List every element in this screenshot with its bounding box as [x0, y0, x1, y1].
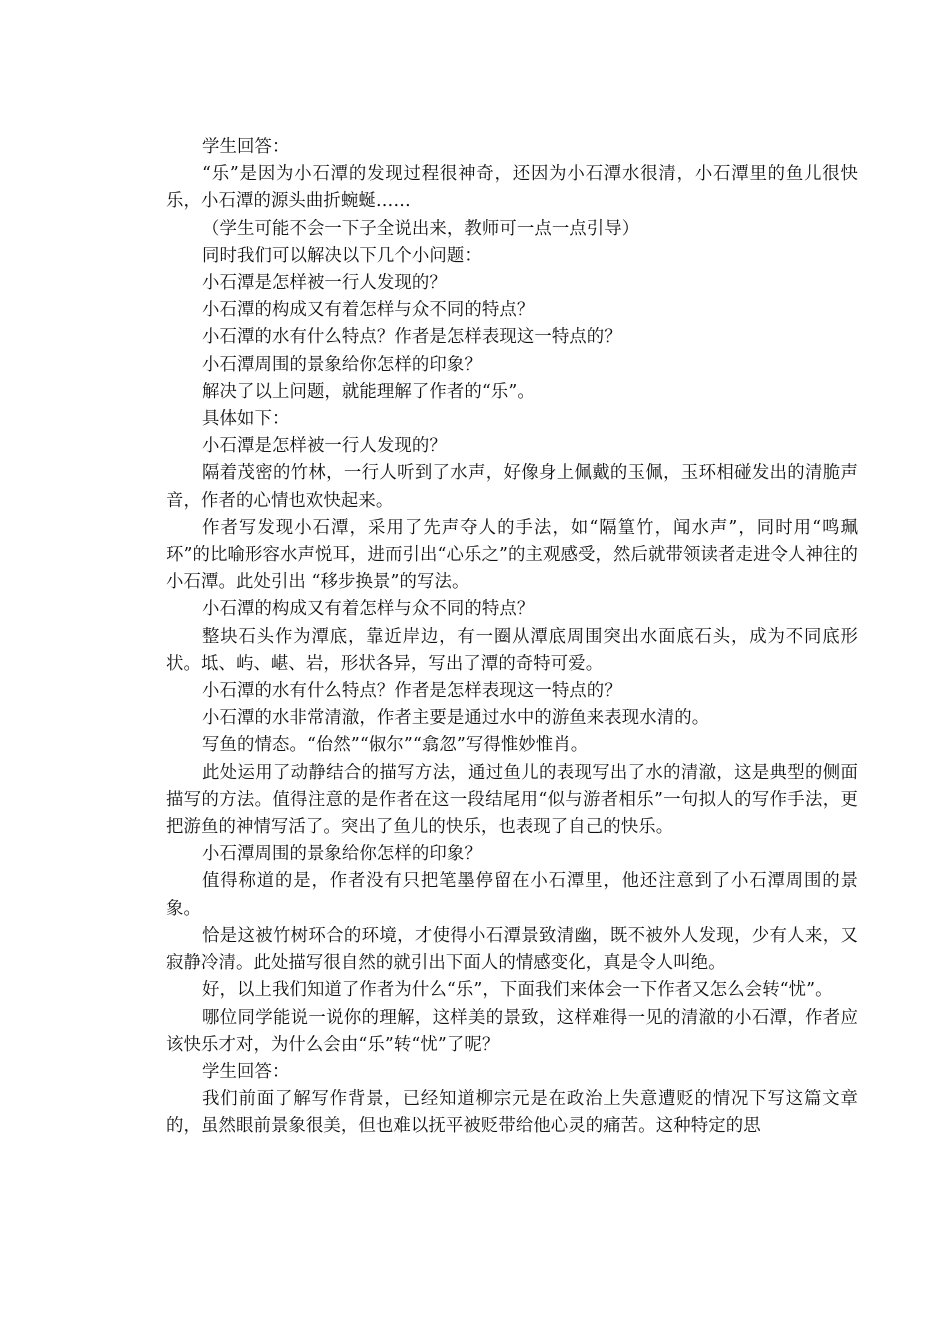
paragraph: 小石潭的水有什么特点？作者是怎样表现这一特点的？ [202, 681, 622, 702]
paragraph: 整块石头作为潭底，靠近岸边，有一圈从潭底周围突出水面底石头，成为不同底形状。坻、屿、嵁、岩，形状各异，写出了潭的奇特可爱。 [166, 626, 858, 674]
paragraph: 小石潭是怎样被一行人发现的？ [202, 436, 447, 457]
document-body [166, 134, 858, 1141]
paragraph: 同时我们可以解决以下几个小问题： [202, 245, 482, 266]
paragraph: 小石潭周围的景象给你怎样的印象？ [202, 354, 482, 375]
paragraph: 小石潭周围的景象给你怎样的印象？ [202, 844, 482, 865]
paragraph: 解决了以上问题，就能理解了作者的“乐”。 [202, 381, 535, 402]
paragraph: 作者写发现小石潭，采用了先声夺人的手法，如“隔篁竹，闻水声”，同时用“鸣珮环”的比喻形容水声悦耳，进而引出“心乐之”的主观感受，然后就带领读者走进令人神往的小石潭。此处引出 “移步换景”的写法。 [166, 517, 858, 593]
paragraph: 具体如下： [202, 409, 290, 430]
paragraph: （学生可能不会一下子全说出来，教师可一点一点引导） [202, 218, 640, 239]
paragraph: 小石潭的构成又有着怎样与众不同的特点？ [202, 599, 535, 620]
paragraph: “乐”是因为小石潭的发现过程很神奇，还因为小石潭水很清，小石潭里的鱼儿很快乐，小石潭的源头曲折蜿蜒…… [166, 164, 858, 212]
paragraph: 小石潭是怎样被一行人发现的？ [202, 273, 447, 294]
paragraph: 恰是这被竹树环合的环境，才使得小石潭景致清幽，既不被外人发现，少有人来，又寂静冷清。此处描写很自然的就引出下面人的情感变化，真是令人叫绝。 [166, 925, 858, 974]
paragraph: 小石潭的水有什么特点？作者是怎样表现这一特点的？ [202, 327, 622, 348]
paragraph: 隔着茂密的竹林，一行人听到了水声，好像身上佩戴的玉佩，玉环相碰发出的清脆声音，作者的心情也欢快起来。 [166, 463, 858, 511]
paragraph: 小石潭的水非常清澈，作者主要是通过水中的游鱼来表现水清的。 [202, 708, 710, 729]
paragraph: 值得称道的是，作者没有只把笔墨停留在小石潭里，他还注意到了小石潭周围的景象。 [166, 871, 858, 919]
paragraph: 学生回答： [202, 1061, 290, 1082]
paragraph: 此处运用了动静结合的描写方法，通过鱼儿的表现写出了水的清澈，这是典型的侧面描写的方法。值得注意的是作者在这一段结尾用“似与游者相乐”一句拟人的写作手法，更把游鱼的神情写活了。突出了鱼儿的快乐，也表现了自己的快乐。 [166, 762, 858, 838]
paragraph: 小石潭的构成又有着怎样与众不同的特点？ [202, 300, 535, 321]
paragraph: 我们前面了解写作背景，已经知道柳宗元是在政治上失意遭贬的情况下写这篇文章的，虽然眼前景象很美，但也难以抚平被贬带给他心灵的痛苦。这种特定的思 [166, 1089, 858, 1137]
paragraph: 学生回答： [202, 137, 290, 157]
paragraph: 哪位同学能说一说你的理解，这样美的景致，这样难得一见的清澈的小石潭，作者应该快乐才对，为什么会由“乐”转“忧”了呢？ [166, 1007, 858, 1055]
paragraph: 好，以上我们知道了作者为什么“乐”，下面我们来体会一下作者又怎么会转“忧”。 [202, 980, 833, 1001]
paragraph: 写鱼的情态。“佁然”“俶尔”“翕忽”写得惟妙惟肖。 [202, 735, 589, 756]
